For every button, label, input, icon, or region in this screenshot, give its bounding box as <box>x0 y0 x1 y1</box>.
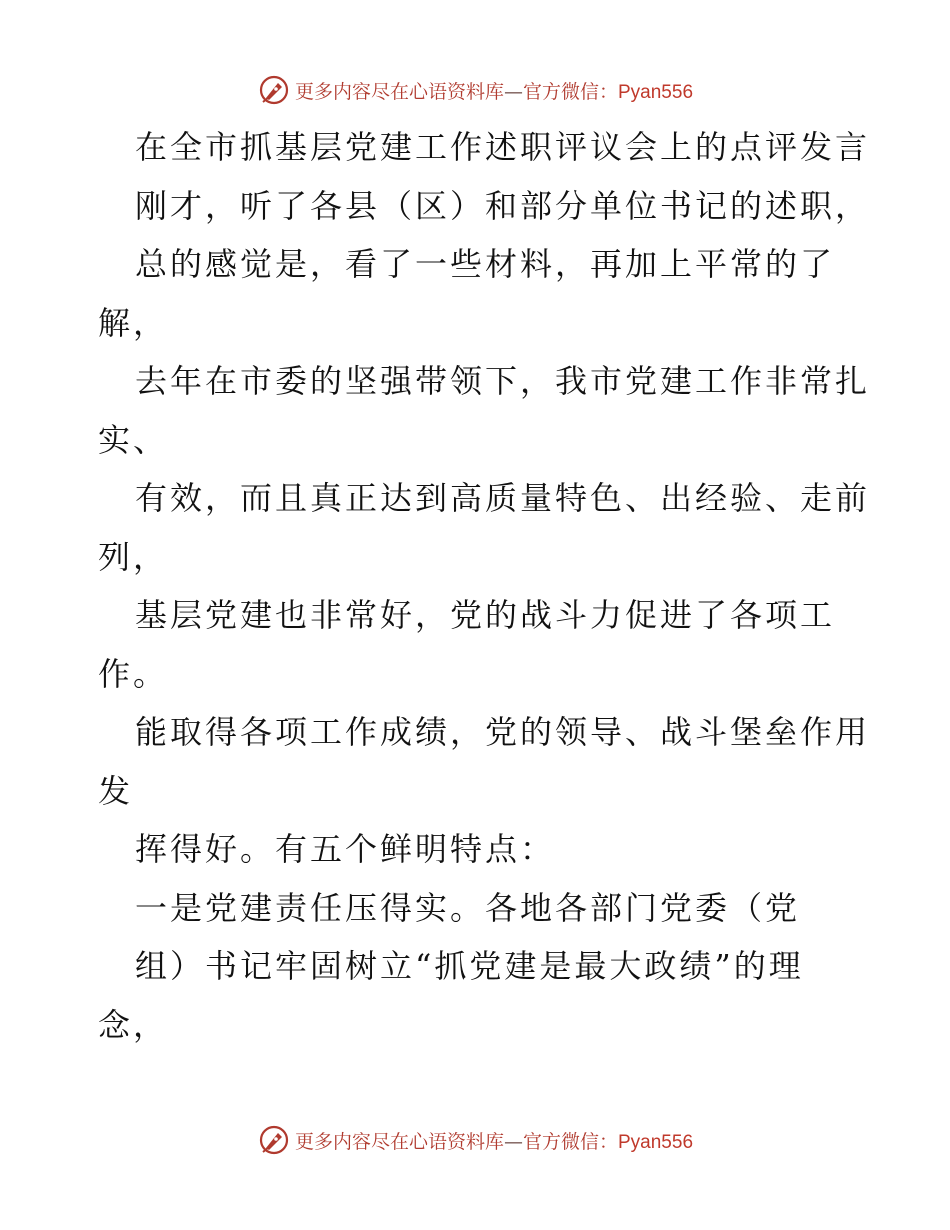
footer-wechat-id: Pyan556 <box>618 1131 694 1153</box>
header-wechat-id: Pyan556 <box>618 81 694 103</box>
footer-banner-text <box>295 1127 693 1154</box>
pen-nib-icon <box>257 1123 291 1157</box>
document-line: 刚才，听了各县（区）和部分单位书记的述职， <box>135 186 871 225</box>
document-line: 在全市抓基层党建工作述职评议会上的点评发言 <box>135 128 871 166</box>
document-line: 一是党建责任压得实。各地各部门党委（党 <box>135 888 801 927</box>
footer-wechat-label: 官方微信： <box>522 1130 618 1153</box>
document-line: 列， <box>98 537 169 576</box>
page-footer <box>0 1120 950 1160</box>
footer-site-text: 更多内容尽在心语资料库 <box>294 1130 504 1153</box>
header-wechat-label: 官方微信： <box>522 80 618 103</box>
document-line: 解， <box>98 303 169 342</box>
document-line: 挥得好。有五个鲜明特点： <box>135 830 556 868</box>
document-line: 发 <box>98 771 134 810</box>
document-line: 能取得各项工作成绩，党的领导、战斗堡垒作用 <box>135 713 871 751</box>
document-body <box>98 118 871 1054</box>
header-site-text: 更多内容尽在心语资料库 <box>294 80 504 103</box>
footer-separator: — <box>503 1130 523 1153</box>
document-line: 念， <box>98 1005 169 1044</box>
document-line: 基层党建也非常好，党的战斗力促进了各项工 <box>135 596 836 634</box>
document-line: 作。 <box>98 654 169 693</box>
header-banner-text <box>295 77 693 104</box>
document-line: 总的感觉是，看了一些材料，再加上平常的了 <box>135 245 836 283</box>
document-line: 组）书记牢固树立“抓党建是最大政绩”的理 <box>135 947 804 985</box>
document-line: 去年在市委的坚强带领下，我市党建工作非常扎 <box>135 362 871 400</box>
pen-nib-icon <box>257 73 291 107</box>
document-line: 有效，而且真正达到高质量特色、出经验、走前 <box>135 479 871 517</box>
page-header <box>0 70 950 110</box>
document-line: 实、 <box>98 420 169 459</box>
header-separator: — <box>503 80 523 103</box>
